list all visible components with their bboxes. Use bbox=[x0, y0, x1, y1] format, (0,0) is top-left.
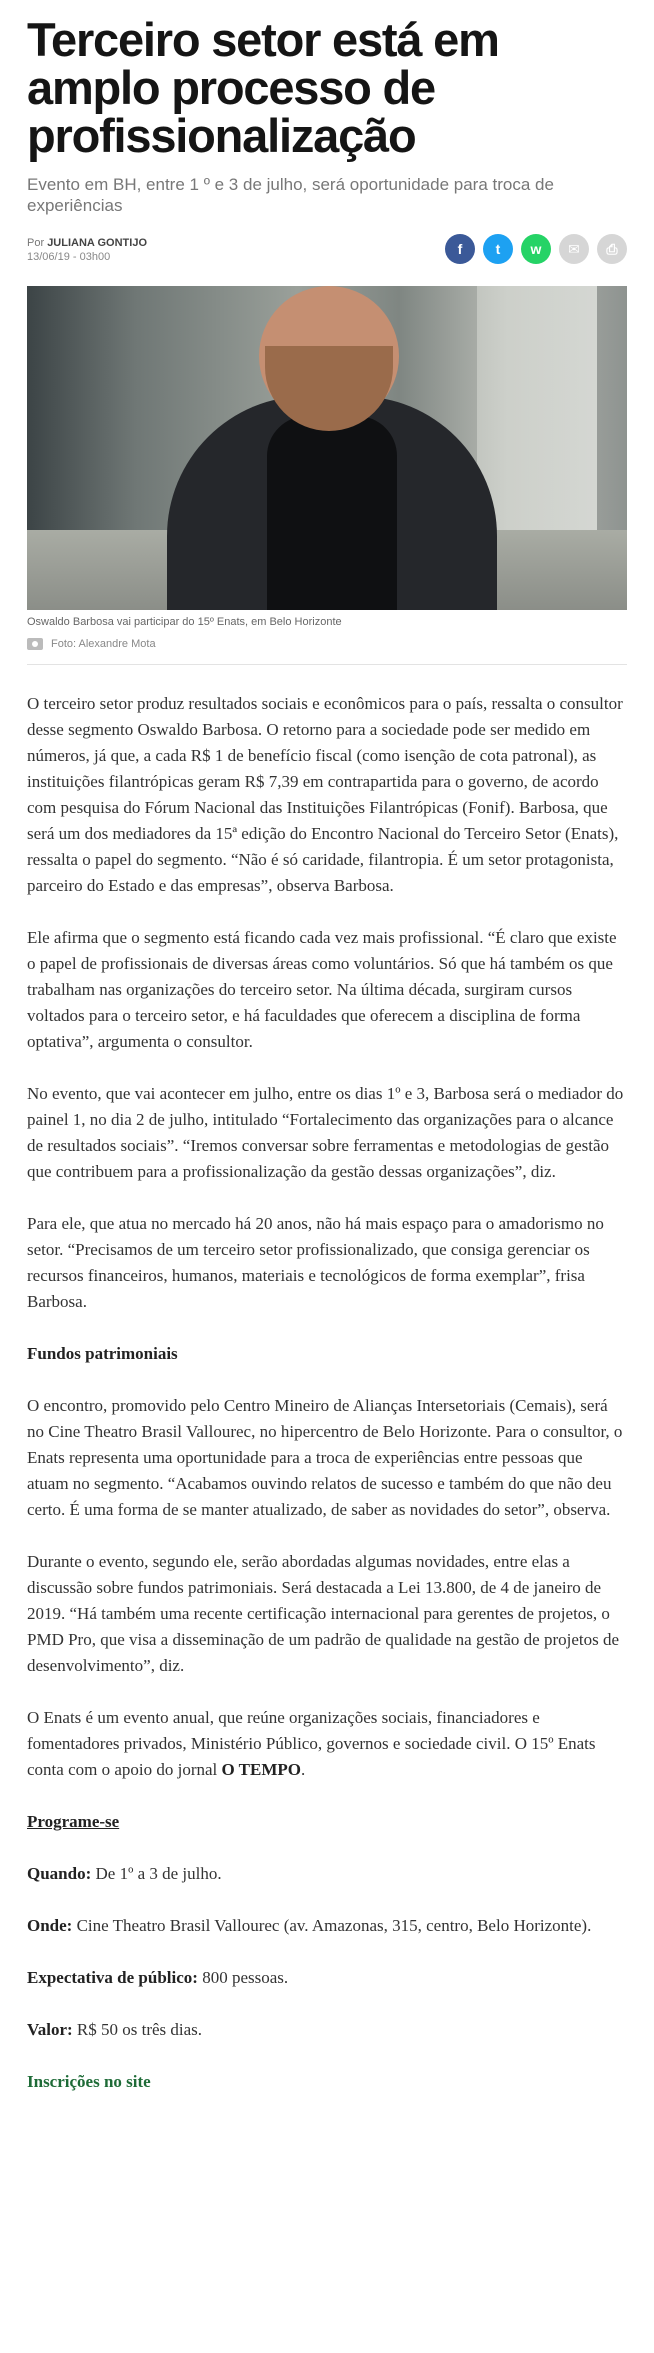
info-when bbox=[27, 1861, 627, 1887]
info-value: 800 pessoas. bbox=[197, 1968, 289, 1987]
info-price bbox=[27, 2017, 627, 2043]
photo-person-shirt bbox=[267, 416, 397, 610]
programe-se-heading: Programe-se bbox=[27, 1812, 120, 1831]
facebook-share-button[interactable] bbox=[445, 234, 475, 264]
info-value: R$ 50 os três dias. bbox=[72, 2020, 203, 2039]
article-photo[interactable] bbox=[27, 286, 627, 610]
subheading: Fundos patrimoniais bbox=[27, 1344, 178, 1363]
info-where bbox=[27, 1913, 627, 1939]
camera-icon bbox=[27, 638, 43, 650]
photo-caption: Oswaldo Barbosa vai participar do 15º Enats, em Belo Horizonte bbox=[27, 616, 342, 628]
paragraph-end: . bbox=[301, 1760, 306, 1779]
info-label: Quando: bbox=[27, 1864, 92, 1883]
byline bbox=[27, 235, 147, 251]
email-share-button[interactable] bbox=[559, 234, 589, 264]
info-label: Onde: bbox=[27, 1916, 73, 1935]
print-icon: ⎙ bbox=[606, 240, 618, 257]
info-label: Expectativa de público: bbox=[27, 1968, 198, 1987]
author-link[interactable]: JULIANA GONTIJO bbox=[47, 237, 148, 249]
registration-link[interactable]: Inscrições no site bbox=[27, 2072, 151, 2091]
paragraph-text: O Enats é um evento anual, que reúne organizações sociais, financiadores e fomentadores privados, Ministério Público, governos e sociedade civil. O 15º Enats conta com o apoio do jornal bbox=[27, 1708, 596, 1779]
share-bar bbox=[445, 234, 627, 264]
subtitle: Evento em BH, entre 1 º e 3 de julho, será oportunidade para troca de experiências bbox=[27, 175, 554, 215]
paragraph: Para ele, que atua no mercado há 20 anos, não há mais espaço para o amadorismo no setor. “Precisamos de um terceiro setor profissionalizado, que consiga gerenciar os recursos financeiros, humanos, materiais e tecnológicos de forma exemplar”, frisa Barbosa. bbox=[27, 1214, 604, 1311]
photo-credit bbox=[27, 638, 627, 665]
publish-date: 13/06/19 - 03h00 bbox=[27, 251, 111, 263]
email-icon: ✉ bbox=[568, 240, 580, 257]
paragraph: Durante o evento, segundo ele, serão abordadas algumas novidades, entre elas a discussão sobre fundos patrimoniais. Será destacada a Lei 13.800, de 4 de janeiro de 2019. “Há também uma recente certificação internacional para gerentes de projetos, o PMD Pro, que visa a disseminação de um padrão de qualidade na gestão de projetos de desenvolvimento”, diz. bbox=[27, 1552, 620, 1675]
article-body bbox=[27, 691, 627, 2095]
info-label: Valor: bbox=[27, 2020, 73, 2039]
photo-background-pillar bbox=[477, 286, 597, 546]
paragraph: O encontro, promovido pelo Centro Mineiro de Alianças Intersetoriais (Cemais), será no Cine Theatro Brasil Vallourec, no hipercentro de Belo Horizonte. Para o consultor, o Enats representa uma oportunidade para a troca de experiências entre pessoas que atuam no segmento. “Acabamos ouvindo relatos de sucesso e também do que não deu certo. É uma forma de se manter atualizado, de saber as novidades do setor”, observa. bbox=[27, 1396, 623, 1519]
byline-prefix: Por bbox=[27, 237, 45, 249]
paragraph bbox=[27, 1705, 627, 1783]
paragraph: O terceiro setor produz resultados sociais e econômicos para o país, ressalta o consultor desse segmento Oswaldo Barbosa. O retorno para a sociedade pode ser medido em números, já que, a cada R$ 1 de benefício fiscal (como isenção de cota patronal), as instituições filantrópicas geram R$ 7,39 em contrapartida para o governo, de acordo com pesquisa do Fórum Nacional das Instituições Filantrópicas (Fonif). Barbosa, que será um dos mediadores da 15ª edição do Encontro Nacional do Terceiro Setor (Enats), ressalta o papel do segmento. “Não é só caridade, filantropia. É um setor protagonista, parceiro do Estado e das empresas”, observa Barbosa. bbox=[27, 694, 623, 895]
twitter-share-button[interactable] bbox=[483, 234, 513, 264]
twitter-icon: t bbox=[495, 241, 501, 257]
byline-block bbox=[27, 235, 147, 263]
paragraph: No evento, que vai acontecer em julho, entre os dias 1º e 3, Barbosa será o mediador do painel 1, no dia 2 de julho, intitulado “Fortalecimento das organizações para o alcance de resultados sociais”. “Iremos conversar sobre ferramentas e metodologias de gestão que contribuem para a profissionalização da gestão dessas organizações”, diz. bbox=[27, 1084, 624, 1181]
print-button[interactable] bbox=[597, 234, 627, 264]
meta-row bbox=[27, 234, 627, 274]
whatsapp-share-button[interactable] bbox=[521, 234, 551, 264]
info-audience bbox=[27, 1965, 627, 1991]
facebook-icon: f bbox=[457, 241, 463, 257]
info-value: Cine Theatro Brasil Vallourec (av. Amazonas, 315, centro, Belo Horizonte). bbox=[72, 1916, 592, 1935]
photo-credit-text: Foto: Alexandre Mota bbox=[51, 638, 156, 650]
info-value: De 1º a 3 de julho. bbox=[91, 1864, 222, 1883]
whatsapp-icon: w bbox=[530, 241, 542, 257]
headline: Terceiro setor está em amplo processo de profissionalização bbox=[27, 13, 499, 162]
newspaper-name: O TEMPO bbox=[221, 1760, 302, 1779]
paragraph: Ele afirma que o segmento está ficando cada vez mais profissional. “É claro que existe o papel de profissionais de diversas áreas como voluntários. Só que há também os que trabalham nas organizações do terceiro setor. Na última década, surgiram cursos voltados para o terceiro setor, e há faculdades que oferecem a disciplina de forma optativa”, argumenta o consultor. bbox=[27, 928, 617, 1051]
